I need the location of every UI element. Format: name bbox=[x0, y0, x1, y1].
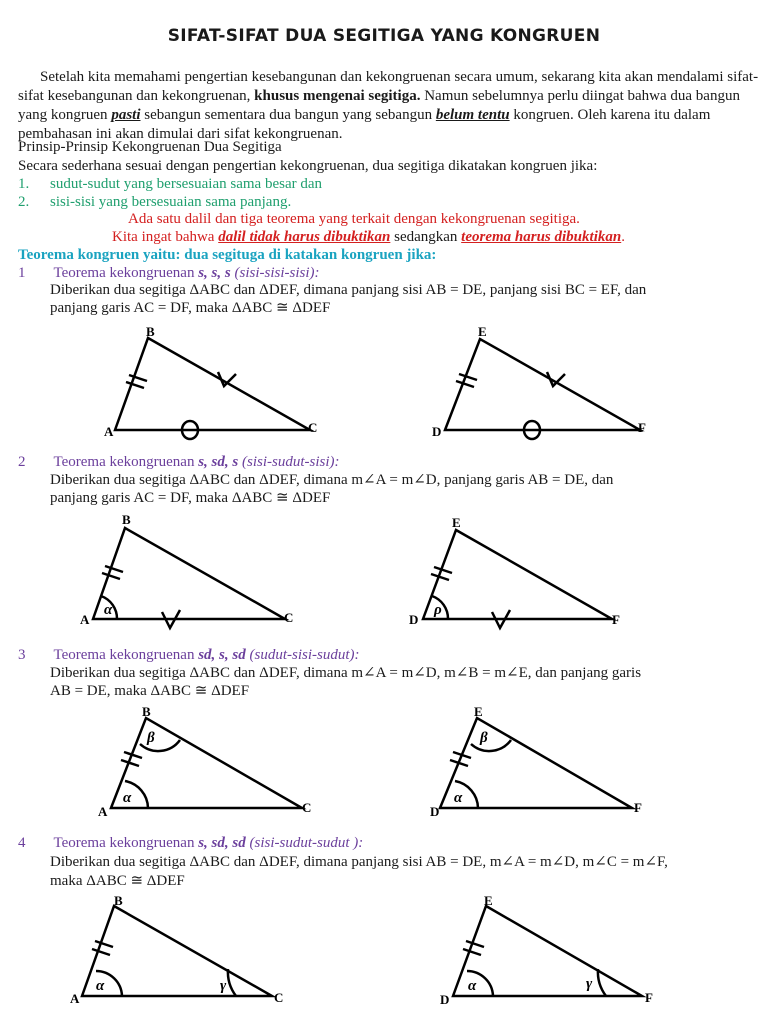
theorem-2-desc-1: Diberikan dua segitiga ΔABC dan ΔDEF, dimana m∠A = m∠D, panjang garis AB = DE, dan bbox=[50, 472, 614, 488]
theorem-4-head: Teorema kekongruenan bbox=[53, 835, 195, 851]
theorem-1-diagram bbox=[0, 318, 768, 448]
label-beta-3b: β bbox=[480, 730, 488, 746]
theorem-1-head: Teorema kekongruenan bbox=[53, 265, 195, 281]
theorem-3-number: 3 bbox=[18, 647, 26, 663]
label-F-3: F bbox=[634, 800, 642, 815]
triangle-abc-4 bbox=[82, 906, 272, 996]
label-B-1: B bbox=[146, 324, 155, 339]
label-C-3: C bbox=[302, 800, 312, 815]
theorem-2-name: (sisi-sudut-sisi): bbox=[241, 454, 340, 470]
red-note-dalil: dalil tidak harus dibuktikan bbox=[218, 229, 391, 245]
label-A-1: A bbox=[104, 424, 114, 439]
label-D-3: D bbox=[430, 804, 440, 819]
theorem-2-code: s, sd, s bbox=[198, 454, 239, 470]
label-C-2: C bbox=[284, 610, 294, 625]
intro-text-2: Namun sebelumnya perlu diingat bahwa dua bangun yang kongruen bbox=[18, 88, 740, 123]
secara-text: Secara sederhana sesuai dengan pengertian kekongruenan, dua segitiga dikatakan kongruen jika: bbox=[18, 158, 598, 174]
label-beta-3: β bbox=[147, 730, 155, 746]
theorem-3-head: Teorema kekongruenan bbox=[53, 647, 195, 663]
label-alpha-2: α bbox=[104, 602, 113, 618]
theorem-4-code: s, sd, sd bbox=[198, 835, 246, 851]
theorem-3-diagram bbox=[0, 702, 768, 822]
page-title: SIFAT-SIFAT DUA SEGITIGA YANG KONGRUEN bbox=[167, 26, 601, 46]
theorem-1-name: (sisi-sisi-sisi): bbox=[234, 265, 320, 281]
label-F-2: F bbox=[612, 612, 620, 627]
red-note-c: sedangkan bbox=[394, 229, 458, 245]
theorem-2-desc-2: panjang garis AC = DF, maka ΔABC ≅ ΔDEF bbox=[50, 490, 331, 506]
condition-1 bbox=[18, 175, 322, 194]
label-C-4: C bbox=[274, 990, 284, 1005]
label-alpha-3: α bbox=[123, 790, 132, 806]
theorem-2-heading bbox=[18, 453, 339, 472]
label-F-4: F bbox=[645, 990, 653, 1005]
triangle-def-3 bbox=[440, 718, 632, 808]
label-D-1: D bbox=[432, 424, 442, 439]
theorem-intro: Teorema kongruen yaitu: dua segituga di katakan kongruen jika: bbox=[18, 247, 437, 263]
theorem-2-number: 2 bbox=[18, 454, 26, 470]
theorem-1-desc-2: panjang garis AC = DF, maka ΔABC ≅ ΔDEF bbox=[50, 300, 331, 316]
theorem-3-desc-2: AB = DE, maka ΔABC ≅ ΔDEF bbox=[50, 683, 250, 699]
intro-bold: khusus mengenai segitiga. bbox=[254, 88, 421, 104]
triangle-def-4 bbox=[453, 906, 642, 996]
intro-paragraph bbox=[18, 68, 760, 144]
theorem-4-diagram bbox=[0, 892, 768, 1022]
label-alpha-4b: α bbox=[468, 978, 477, 994]
theorem-4-number: 4 bbox=[18, 835, 26, 851]
theorem-4-heading bbox=[18, 834, 363, 853]
theorem-3-name: (sudut-sisi-sudut): bbox=[249, 647, 360, 663]
label-alpha-4: α bbox=[96, 978, 105, 994]
theorem-2-diagram bbox=[0, 510, 768, 635]
theorem-1-desc-1: Diberikan dua segitiga ΔABC dan ΔDEF, dimana panjang sisi AB = DE, panjang sisi BC = EF, dan bbox=[50, 282, 647, 298]
red-note-teorema: teorema harus dibuktikan bbox=[461, 229, 622, 245]
theorem-4-name: (sisi-sudut-sudut ): bbox=[249, 835, 364, 851]
label-D-4: D bbox=[440, 992, 450, 1007]
theorem-2-head: Teorema kekongruenan bbox=[53, 454, 195, 470]
label-A-4: A bbox=[70, 991, 80, 1006]
label-gamma-4b: γ bbox=[586, 976, 593, 992]
label-B-3: B bbox=[142, 704, 151, 719]
theorem-4-desc-1: Diberikan dua segitiga ΔABC dan ΔDEF, dimana panjang sisi AB = DE, m∠A = m∠D, m∠C = m∠F, bbox=[50, 854, 668, 870]
theorem-1-number: 1 bbox=[18, 265, 26, 281]
red-note-e: . bbox=[621, 229, 625, 245]
label-alpha-3b: α bbox=[454, 790, 463, 806]
condition-2-text: sisi-sisi yang bersesuaian sama panjang. bbox=[50, 194, 292, 210]
theorem-3-code: sd, s, sd bbox=[198, 647, 246, 663]
label-D-2: D bbox=[409, 612, 419, 627]
triangle-abc-1 bbox=[115, 338, 310, 439]
prinsip-heading: Prinsip-Prinsip Kekongruenan Dua Segitiga bbox=[18, 139, 282, 155]
triangle-def-1 bbox=[445, 339, 640, 439]
label-E-2: E bbox=[452, 515, 461, 530]
red-note-line-1: Ada satu dalil dan tiga teorema yang terkait dengan kekongruenan segitiga. bbox=[128, 211, 580, 227]
intro-text-1: Setelah kita memahami pengertian kesebangunan dan kekongruenan secara umum, sekarang kita akan mendalami sifat-sifat kesebangunan dan kekongruenan, bbox=[18, 69, 759, 104]
theorem-3-desc-1: Diberikan dua segitiga ΔABC dan ΔDEF, dimana m∠A = m∠D, m∠B = m∠E, dan panjang garis bbox=[50, 665, 642, 681]
label-E-3: E bbox=[474, 704, 483, 719]
theorem-4-desc-2: maka ΔABC ≅ ΔDEF bbox=[50, 873, 185, 889]
condition-1-number: 1. bbox=[18, 176, 30, 192]
theorem-3-heading bbox=[18, 646, 359, 665]
red-note-line-2 bbox=[112, 228, 625, 247]
label-B-4: B bbox=[114, 893, 123, 908]
triangle-abc-3 bbox=[111, 718, 302, 808]
intro-text-3: sebangun sementara dua bangun yang sebangun bbox=[144, 107, 433, 123]
label-C-1: C bbox=[308, 420, 318, 435]
label-gamma-4: γ bbox=[220, 978, 227, 994]
intro-text-4: kongruen. Oleh karena itu dalam pembahasan ini akan dimulai dari sifat kekongruenan. bbox=[18, 107, 711, 142]
label-B-2: B bbox=[122, 512, 131, 527]
triangle-abc-2 bbox=[93, 528, 285, 628]
condition-1-text: sudut-sudut yang bersesuaian sama besar dan bbox=[50, 176, 323, 192]
triangle-def-2 bbox=[423, 530, 612, 628]
label-E-1: E bbox=[478, 324, 487, 339]
label-A-3: A bbox=[98, 804, 108, 819]
label-rho-2: ρ bbox=[434, 602, 442, 618]
label-A-2: A bbox=[80, 612, 90, 627]
intro-belum-tentu: belum tentu bbox=[435, 107, 510, 123]
intro-pasti: pasti bbox=[111, 107, 141, 123]
theorem-1-code: s, s, s bbox=[198, 265, 231, 281]
label-F-1: F bbox=[638, 420, 646, 435]
label-E-4: E bbox=[484, 893, 493, 908]
red-note-a: Kita ingat bahwa bbox=[112, 229, 215, 245]
condition-2-number: 2. bbox=[18, 194, 30, 210]
